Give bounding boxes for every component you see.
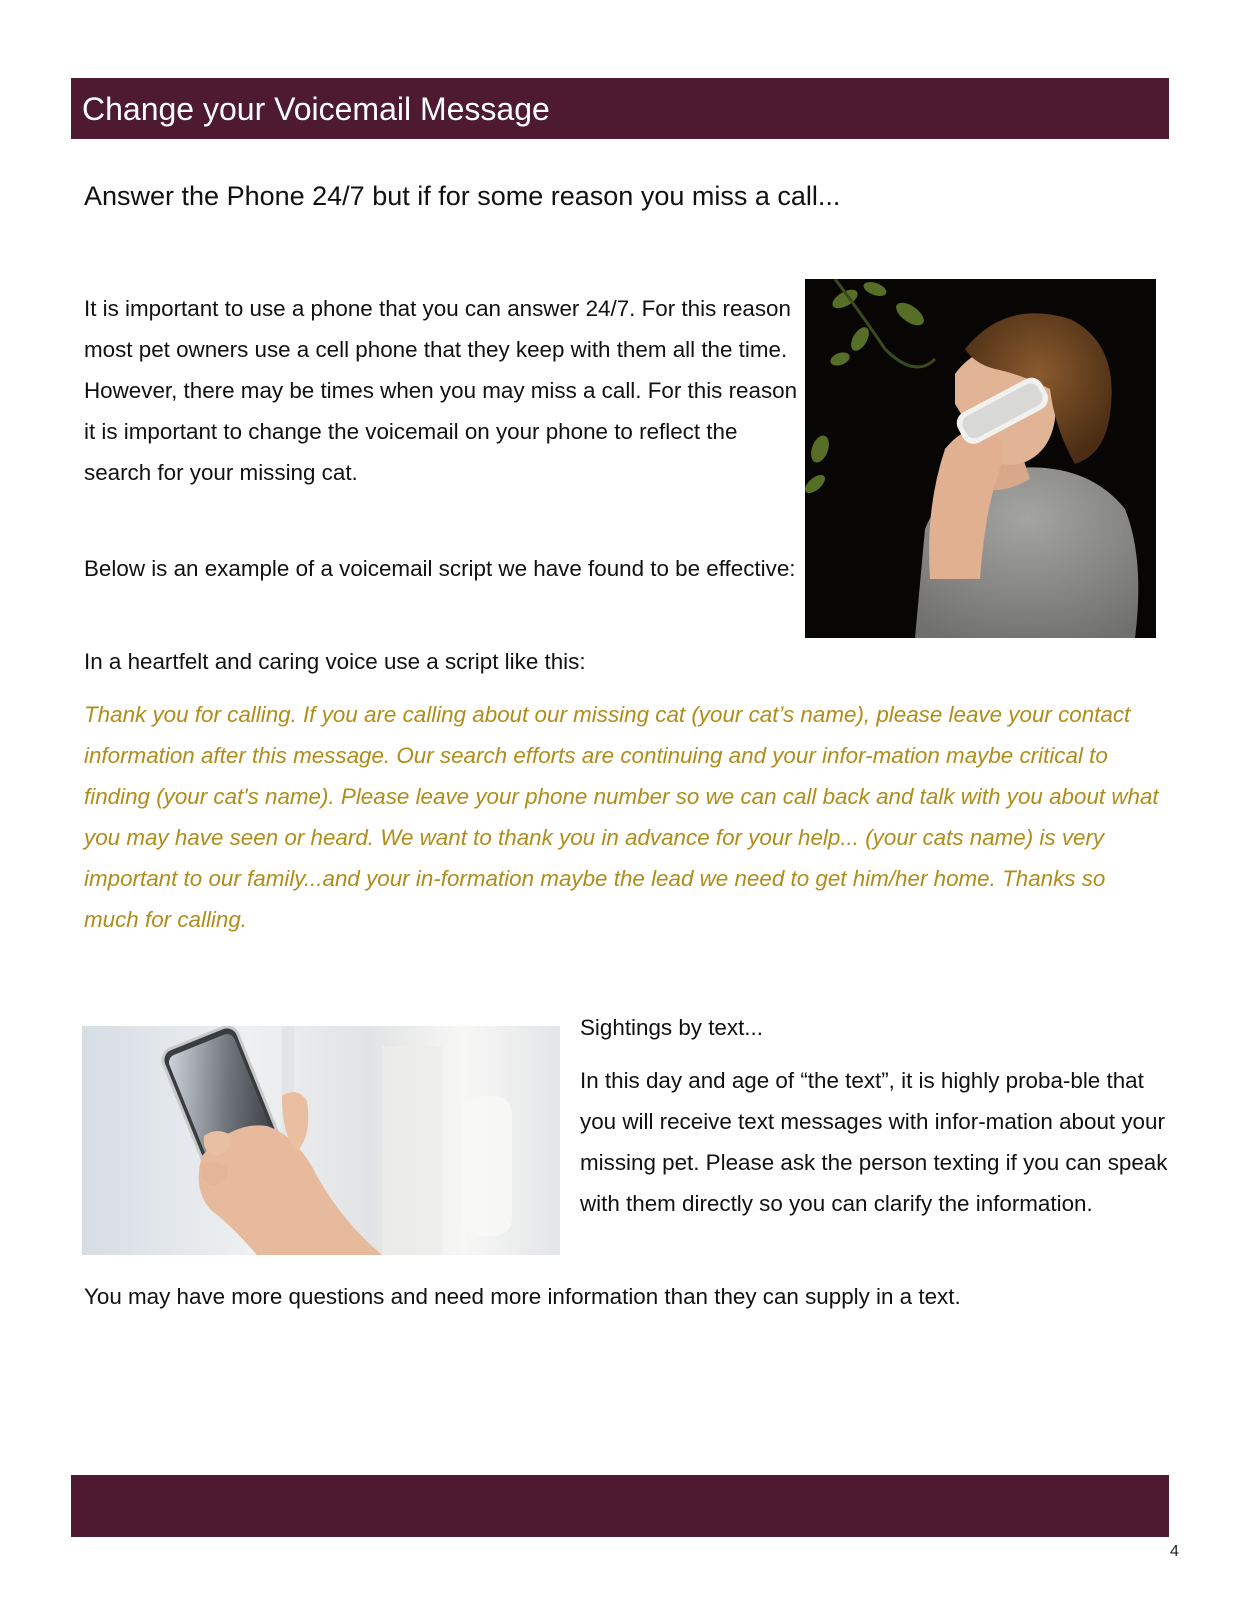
footer-banner	[71, 1475, 1169, 1537]
script-intro-paragraph: In a heartfelt and caring voice use a script like this:	[84, 649, 586, 674]
woman-on-phone-illustration	[805, 279, 1156, 638]
header-banner	[71, 78, 1169, 139]
woman-on-phone-photo	[805, 279, 1156, 638]
example-intro-paragraph: Below is an example of a voicemail script we have found to be effective:	[84, 556, 796, 581]
page-number: 4	[1170, 1543, 1179, 1560]
hand-holding-phone-illustration	[82, 1026, 560, 1255]
closing-paragraph: You may have more questions and need more information than they can supply in a text.	[84, 1284, 961, 1309]
sightings-heading: Sightings by text...	[580, 1015, 763, 1040]
hand-holding-smartphone-photo	[82, 1026, 560, 1255]
page-title: Change your Voicemail Message	[82, 91, 550, 127]
sightings-paragraph: In this day and age of “the text”, it is highly proba-ble that you will receive text messages with infor-mation about your missing pet. Please ask the person texting if you can speak with them directly so you can clarify the information.	[580, 1068, 1168, 1216]
intro-paragraph: It is important to use a phone that you can answer 24/7. For this reason most pet owners use a cell phone that they keep with them all the time. However, there may be times when you may miss a call. For this reason it is important to change the voicemail on your phone to reflect the search for your missing cat.	[84, 296, 798, 485]
section-subtitle: Answer the Phone 24/7 but if for some reason you miss a call...	[84, 181, 841, 211]
voicemail-script-text: Thank you for calling. If you are calling about our missing cat (your cat’s name), please leave your contact information after this message. Our search efforts are continuing and your infor-mation maybe critical to finding (your cat's name). Please leave your phone number so we can call back and talk with you about what you may have seen or heard. We want to thank you in advance for your help... (your cats name) is very important to our family...and your in-formation maybe the lead we need to get him/her home. Thanks so much for calling.	[84, 702, 1159, 932]
